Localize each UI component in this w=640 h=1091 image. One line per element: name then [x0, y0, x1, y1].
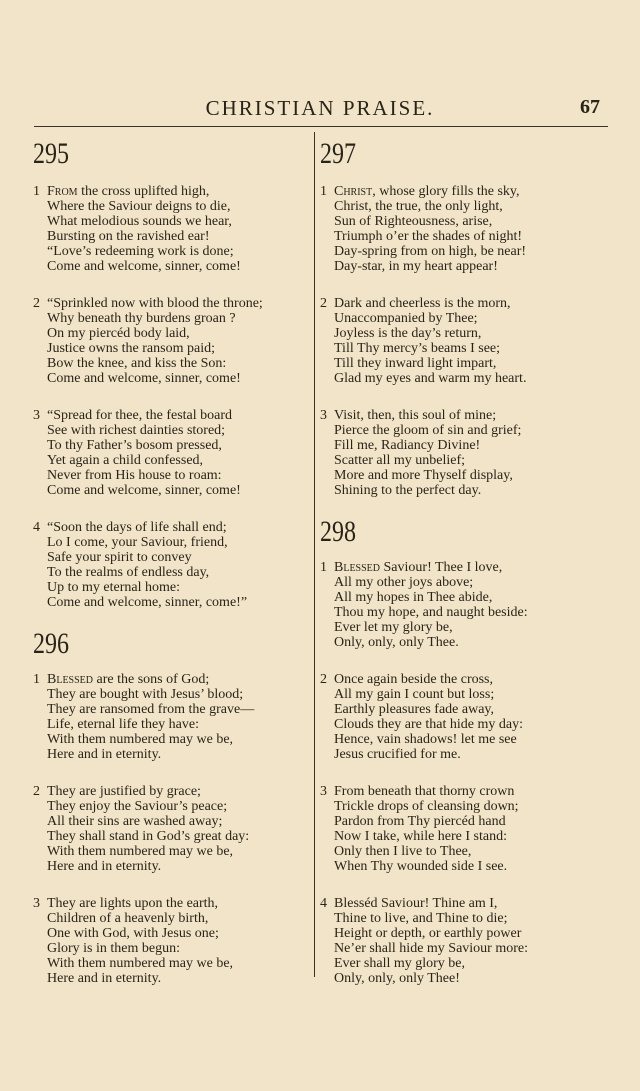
verse-line-text: Come and welcome, sinner, come! — [47, 483, 241, 498]
verse-line — [320, 844, 606, 859]
verse-line — [320, 214, 606, 229]
verse-line — [33, 468, 315, 483]
verse-number: 1 — [320, 184, 327, 199]
verse — [33, 896, 315, 986]
verse-number: 3 — [33, 896, 40, 911]
verse-line — [320, 259, 606, 274]
verse-line — [320, 620, 606, 635]
verse — [33, 784, 315, 874]
verse-line-text: , whose glory fills the sky, — [372, 184, 520, 199]
verse-line — [33, 565, 315, 580]
verse-line — [33, 595, 315, 610]
verse-line — [320, 356, 606, 371]
verse-line — [33, 896, 315, 911]
verse-line-text: Come and welcome, sinner, come! — [47, 259, 241, 274]
verse-line — [320, 859, 606, 874]
verse-line — [33, 296, 315, 311]
verse-line-text: Safe your spirit to convey — [47, 550, 192, 565]
verse-line-text: the cross uplifted high, — [77, 184, 210, 199]
verse-line — [33, 971, 315, 986]
verse-line-text: See with richest dainties stored; — [47, 423, 226, 438]
running-head — [40, 96, 600, 126]
hymn — [33, 624, 315, 986]
verse-line — [33, 244, 315, 259]
verse-line — [33, 341, 315, 356]
verse-lead-word: Christ — [334, 184, 373, 199]
verse-line-text: Ever let my glory be, — [334, 620, 453, 635]
verse-line-text: They are justified by grace; — [47, 784, 201, 799]
verse-number: 4 — [320, 896, 327, 911]
verse-line — [33, 535, 315, 550]
verse-line-text: Thou my hope, and naught beside: — [334, 605, 528, 620]
verse-line-text: Yet again a child confessed, — [47, 453, 204, 468]
verse-line-text: Scatter all my unbelief; — [334, 453, 466, 468]
verse-line — [33, 580, 315, 595]
verse-line-text: Justice owns the ransom paid; — [47, 341, 215, 356]
verse-line — [33, 184, 315, 199]
verse-line-text: When Thy wounded side I see. — [334, 859, 508, 874]
verse-line — [33, 408, 315, 423]
verse-line-text: Christ, the true, the only light, — [334, 199, 503, 214]
verse-line — [320, 971, 606, 986]
verse-line-text: Earthly pleasures fade away, — [334, 702, 495, 717]
verse-line — [33, 438, 315, 453]
verse-line-text: Come and welcome, sinner, come!” — [47, 595, 248, 610]
verse-line — [33, 356, 315, 371]
verse — [320, 896, 606, 986]
verse-line — [33, 229, 315, 244]
verse-line — [320, 896, 606, 911]
verse — [33, 520, 315, 610]
verse-line — [320, 590, 606, 605]
verse-line — [320, 956, 606, 971]
verse-line-text: “Spread for thee, the festal board — [47, 408, 233, 423]
verse-line-text: Why beneath thy burdens groan ? — [47, 311, 236, 326]
verse-number: 1 — [33, 672, 40, 687]
verse-line-text: Bow the knee, and kiss the Son: — [47, 356, 227, 371]
verse-line — [33, 829, 315, 844]
verse-line-text: They are bought with Jesus’ blood; — [47, 687, 244, 702]
verse-line-text: More and more Thyself display, — [334, 468, 513, 483]
verse-line — [33, 423, 315, 438]
verse-line-text: Dark and cheerless is the morn, — [334, 296, 511, 311]
verse-line — [33, 956, 315, 971]
verse — [320, 672, 606, 762]
header-rule — [34, 126, 608, 127]
verse-line — [33, 717, 315, 732]
verse-line-text: Here and in eternity. — [47, 859, 162, 874]
verse-line — [320, 605, 606, 620]
verse-line-text: are the sons of God; — [93, 672, 210, 687]
verse-line-text: “Love’s redeeming work is done; — [47, 244, 234, 259]
hymn-number: 297 — [320, 137, 356, 170]
verse-line — [320, 296, 606, 311]
verse-line-text: Come and welcome, sinner, come! — [47, 371, 241, 386]
verse-line — [320, 311, 606, 326]
verse-line — [320, 408, 606, 423]
verse-line — [320, 560, 606, 575]
verse-line-text: All their sins are washed away; — [47, 814, 223, 829]
verse-line-text: Here and in eternity. — [47, 747, 162, 762]
verse-line-text: Unaccompanied by Thee; — [334, 311, 478, 326]
verse-line-text: To thy Father’s bosom pressed, — [47, 438, 222, 453]
verse-line-text: All my hopes in Thee abide, — [334, 590, 493, 605]
verse-line — [33, 702, 315, 717]
verse-line — [320, 371, 606, 386]
verse — [320, 784, 606, 874]
verse-line-text: Joyless is the day’s return, — [334, 326, 482, 341]
verse-line-text: Till Thy mercy’s beams I see; — [334, 341, 501, 356]
verse-line-text: All my gain I count but loss; — [334, 687, 495, 702]
verse-line — [33, 326, 315, 341]
verse-line-text: Glad my eyes and warm my heart. — [334, 371, 527, 386]
verse-line-text: Pardon from Thy piercéd hand — [334, 814, 506, 829]
verse-line-text: They are lights upon the earth, — [47, 896, 219, 911]
verse-line — [320, 911, 606, 926]
verse-line-text: With them numbered may we be, — [47, 732, 234, 747]
verse-line-text: With them numbered may we be, — [47, 844, 234, 859]
verse-line-text: They shall stand in God’s great day: — [47, 829, 250, 844]
verse-line — [33, 799, 315, 814]
verse-line-text: Jesus crucified for me. — [334, 747, 461, 762]
hymn-number: 296 — [33, 627, 69, 660]
verse-line-text: What melodious sounds we hear, — [47, 214, 232, 229]
verse-number: 2 — [320, 672, 327, 687]
verse-line-text: Only, only, only Thee. — [334, 635, 459, 650]
hymn — [320, 134, 606, 498]
verse-number: 2 — [320, 296, 327, 311]
verse-line-text: Hence, vain shadows! let me see — [334, 732, 517, 747]
verse-line — [320, 784, 606, 799]
verse-line-text: Till they inward light impart, — [334, 356, 497, 371]
verse-line-text: Bursting on the ravished ear! — [47, 229, 210, 244]
verse-line — [320, 672, 606, 687]
verse-line-text: Children of a heavenly birth, — [47, 911, 209, 926]
verse-line-text: One with God, with Jesus one; — [47, 926, 219, 941]
verse-line — [33, 371, 315, 386]
verse-line — [33, 311, 315, 326]
verse-number: 1 — [33, 184, 40, 199]
verse-line-text: On my piercéd body laid, — [47, 326, 190, 341]
verse-lead-word: From — [47, 184, 78, 199]
verse-line-text: Never from His house to roam: — [47, 468, 222, 483]
verse-lead-word: Blessed — [47, 672, 94, 687]
verse-line — [33, 453, 315, 468]
verse-line-text: All my other joys above; — [334, 575, 474, 590]
verse-line — [320, 799, 606, 814]
verse — [33, 672, 315, 762]
verse-line-text: From beneath that thorny crown — [334, 784, 515, 799]
running-title: CHRISTIAN PRAISE. — [205, 96, 435, 120]
verse-line — [33, 520, 315, 535]
verse-line-text: Trickle drops of cleansing down; — [334, 799, 519, 814]
verse-line — [33, 814, 315, 829]
verse — [33, 296, 315, 386]
verse-line — [33, 941, 315, 956]
verse-line — [33, 784, 315, 799]
verse-line-text: Clouds they are that hide my day: — [334, 717, 523, 732]
verse-line — [320, 326, 606, 341]
verse-line — [320, 702, 606, 717]
verse-line — [320, 941, 606, 956]
verse-line-text: Pierce the gloom of sin and grief; — [334, 423, 522, 438]
verse-line — [320, 199, 606, 214]
verse-line — [33, 926, 315, 941]
verse-line-text: “Sprinkled now with blood the throne; — [47, 296, 263, 311]
verse-line-text: Thine to live, and Thine to die; — [334, 911, 508, 926]
verse-line — [320, 926, 606, 941]
verse-number: 1 — [320, 560, 327, 575]
verse-line — [320, 423, 606, 438]
verse-line — [33, 483, 315, 498]
verse-line — [320, 341, 606, 356]
verse-line-text: Up to my eternal home: — [47, 580, 180, 595]
page-number: 67 — [580, 96, 600, 118]
verse-line — [33, 747, 315, 762]
hymn-number: 295 — [33, 137, 69, 170]
verse-line-text: Ne’er shall hide my Saviour more: — [334, 941, 529, 956]
hymn-number: 298 — [320, 515, 356, 548]
verse-line-text: To the realms of endless day, — [47, 565, 210, 580]
verse-line — [320, 635, 606, 650]
verse-line-text: Only, only, only Thee! — [334, 971, 460, 986]
verse-line — [320, 244, 606, 259]
verse-line — [33, 687, 315, 702]
verse-line — [320, 814, 606, 829]
verse-line — [320, 453, 606, 468]
verse-line-text: Height or depth, or earthly power — [334, 926, 522, 941]
verse-line — [33, 550, 315, 565]
hymn — [320, 512, 606, 986]
verse-line-text: Life, eternal life they have: — [47, 717, 199, 732]
verse-line — [33, 859, 315, 874]
verse-line-text: Once again beside the cross, — [334, 672, 493, 687]
verse-line — [33, 672, 315, 687]
verse-line-text: Day-spring from on high, be near! — [334, 244, 527, 259]
verse-line-text: Where the Saviour deigns to die, — [47, 199, 231, 214]
verse-number: 3 — [320, 408, 327, 423]
hymn — [33, 134, 315, 610]
verse — [33, 184, 315, 274]
verse-line-text: Day-star, in my heart appear! — [334, 259, 498, 274]
verse-line — [320, 468, 606, 483]
verse-line — [33, 214, 315, 229]
verse-line — [320, 184, 606, 199]
verse-line-text: Visit, then, this soul of mine; — [334, 408, 497, 423]
verse — [320, 296, 606, 386]
verse-line-text: “Soon the days of life shall end; — [47, 520, 227, 535]
verse-line-text: Here and in eternity. — [47, 971, 162, 986]
verse-line — [320, 229, 606, 244]
verse — [320, 560, 606, 650]
verse — [320, 408, 606, 498]
verse-line — [320, 575, 606, 590]
verse-line — [320, 717, 606, 732]
verse-line — [33, 259, 315, 274]
verse-line-text: Fill me, Radiancy Divine! — [334, 438, 481, 453]
verse-line-text: With them numbered may we be, — [47, 956, 234, 971]
verse-line — [33, 911, 315, 926]
verse-line-text: Lo I come, your Saviour, friend, — [47, 535, 228, 550]
verse-line — [33, 844, 315, 859]
verse-line — [320, 732, 606, 747]
verse-line — [320, 829, 606, 844]
verse-number: 3 — [33, 408, 40, 423]
verse-line — [33, 732, 315, 747]
verse — [320, 184, 606, 274]
verse-line — [320, 483, 606, 498]
verse-number: 2 — [33, 296, 40, 311]
verse-line-text: Blesséd Saviour! Thine am I, — [334, 896, 498, 911]
verse-line-text: Only then I live to Thee, — [334, 844, 472, 859]
verse — [33, 408, 315, 498]
verse-line-text: They enjoy the Saviour’s peace; — [47, 799, 228, 814]
verse-line-text: Sun of Righteousness, arise, — [334, 214, 493, 229]
verse-line — [33, 199, 315, 214]
verse-line — [320, 438, 606, 453]
verse-line-text: Now I take, while here I stand: — [334, 829, 507, 844]
verse-line-text: Shining to the perfect day. — [334, 483, 482, 498]
verse-number: 2 — [33, 784, 40, 799]
right-column — [320, 134, 606, 986]
verse-line — [320, 747, 606, 762]
verse-line-text: Triumph o’er the shades of night! — [334, 229, 523, 244]
verse-line-text: Ever shall my glory be, — [334, 956, 466, 971]
left-column — [33, 134, 315, 986]
verse-line-text: They are ransomed from the grave— — [47, 702, 255, 717]
verse-lead-word: Blessed — [334, 560, 381, 575]
verse-number: 3 — [320, 784, 327, 799]
verse-number: 4 — [33, 520, 40, 535]
verse-line-text: Saviour! Thee I love, — [380, 560, 503, 575]
verse-line — [320, 687, 606, 702]
verse-line-text: Glory is in them begun: — [47, 941, 180, 956]
